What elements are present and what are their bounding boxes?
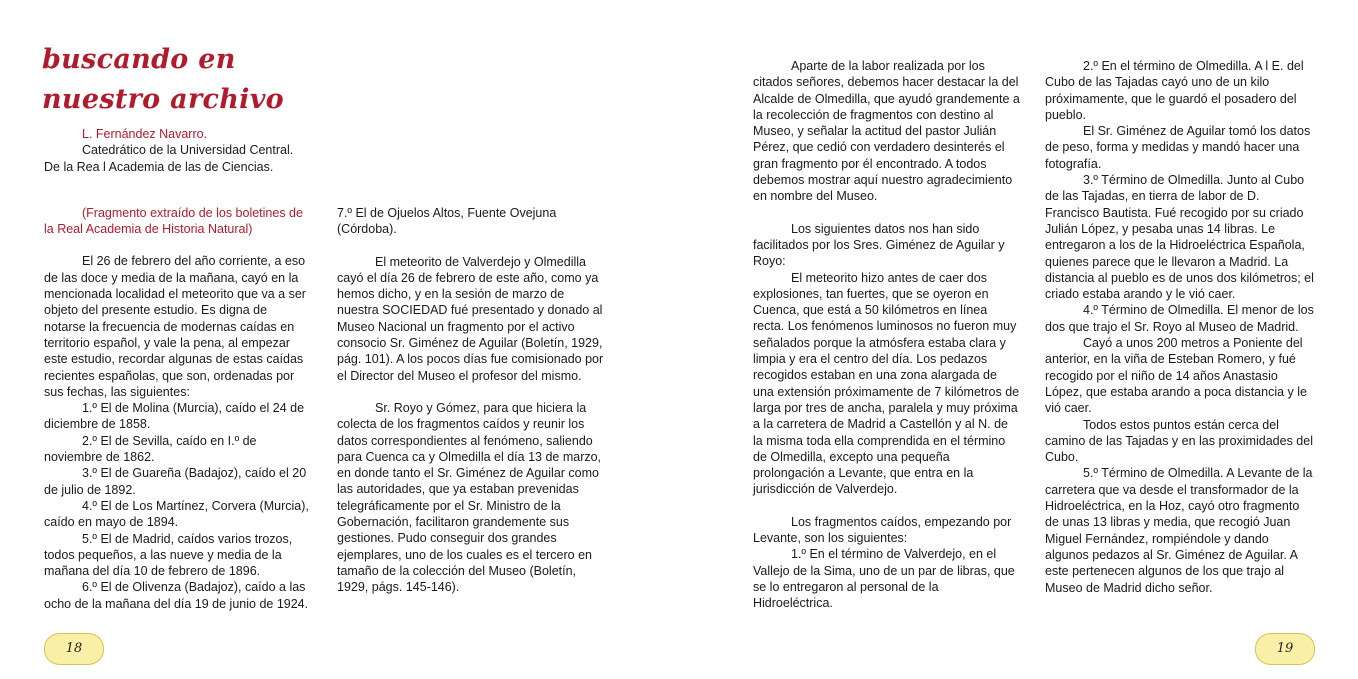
list-item: 2.º En el término de Olmedilla. A l E. del Cubo de las Tajadas cayó uno de un kilo próximamente, que le guardó el posadero del pueblo. [1045,59,1304,122]
paragraph: Aparte de la labor realizada por los citados señores, debemos hacer destacar la del Alcalde de Olmedilla, que ayudó grandemente a la recolección de fragmentos con destino al Museo, y señalar la actitud del pastor Julián Pérez, que cedió con verdadero desinterés el gran fragmento por él encontrado. A todos debemos mostrar aquí nuestro agradecimiento en nombre del Museo. [753,59,1020,204]
page-number-left: 18 [44,633,104,665]
list-item: 4.º El de Los Martínez, Corvera (Murcia), caído en mayo de 1894. [44,498,309,530]
paragraph: El Sr. Giménez de Aguilar tomó los datos de peso, forma y medidas y mandó hacer una fotografía. [1045,124,1311,171]
list-item: 3.º Término de Olmedilla. Junto al Cubo de las Tajadas, en tierra de labor de D. Francisco Bautista. Fué recogido por su criado Julián López, y pesaba unas 14 libras. Le entregaron a los de la Hidroeléctrica Española, quienes parece que le llevaron a Madrid. La distancia al pueblo es de unos dos kilómetros; el criado estaba arando y le vió caer. [1045,173,1314,302]
paragraph: El meteorito de Valverdejo y Olmedilla cayó el día 26 de febrero de este año, como ya hemos dicho, y en la sesión de marzo de nuestra SOCIEDAD fué presentado y donado al Museo Nacional un fragmento por el activo consocio Sr. Giménez de Aguilar (Boletín, 1929, pág. 101). A los pocos días fue comisionado por el Director del Museo el profesor del mismo. [337,254,604,383]
paragraph: Los siguientes datos nos han sido facilitados por los Sres. Giménez de Aguilar y Royo: [753,221,1005,269]
list-item: 3.º El de Guareña (Badajoz), caído el 20 de julio de 1892. [44,466,307,497]
paragraph: Cayó a unos 200 metros a Poniente del anterior, en la viña de Esteban Romero, y fué recogido por el niño de 14 años Anastasio López, que estaba arando a poca distancia y le vió caer. [1045,336,1307,416]
list-item: 5.º El de Madrid, caídos varios trozos, todos pequeños, a las nueve y media de la mañana del día 10 de febrero de 1896. [44,531,293,579]
column-2 [337,205,605,596]
list-item: 1.º En el término de Valverdejo, en el Vallejo de la Sima, uno de un par de libras, que se lo entregaron al personal de la Hidroeléctrica. [753,547,1015,611]
column-3 [753,58,1021,612]
list-item: 6.º El de Olivenza (Badajoz), caído a las ocho de la mañana del día 19 de junio de 1924. [44,580,309,611]
excerpt-note: (Fragmento extraído de los boletines de la Real Academia de Historia Natural) [44,205,303,237]
author-line-1: Catedrático de la Universidad Central. [82,143,294,158]
list-item: 4.º Término de Olmedilla. El menor de los dos que trajo el Sr. Royo al Museo de Madrid. [1045,303,1314,334]
list-item: 7.º El de Ojuelos Altos, Fuente Ovejuna (Córdoba). [337,206,557,237]
list-item: 2.º El de Sevilla, caído en I.º de noviembre de 1862. [44,433,257,465]
paragraph: El 26 de febrero del año corriente, a eso de las doce y media de la mañana, cayó en la mencionada localidad el meteorito que va a ser objeto del presente estudio. Es digna de notarse la frecuencia de modernas caídas en territorio español, y vale la pena, al empezar este estudio, recordar algunas de estas caídas recientes españolas, que son, ordenadas por sus fechas, las siguientes: [44,254,306,399]
column-1 [44,126,312,612]
column-4 [1045,58,1315,596]
paragraph: Todos estos puntos están cerca del camino de las Tajadas y en las proximidades del Cubo. [1045,417,1313,465]
page-number-right: 19 [1255,633,1315,665]
paragraph: Sr. Royo y Gómez, para que hiciera la colecta de los fragmentos caídos y reunir los datos correspondientes al fenómeno, saliendo para Cuenca ca y Olmedilla el día 13 de marzo, en donde tanto el Sr. Giménez de Aguilar como las autoridades, que ya estaban prevenidas telegráficamente por el Sr. Ministro de la Gobernación, facilitaron grandemente sus gestiones. Pudo conseguir dos grandes ejemplares, uno de los cuales es el tercero en tamaño de la colección del Museo (Boletín, 1929, págs. 145-146). [337,400,602,595]
list-item: 5.º Término de Olmedilla. A Levante de la carretera que va desde el transformador de la Hidroeléctrica, en la Hoz, cayó otro fragmento de unas 13 libras y media, que recogió Juan Miguel Fernández, rompiéndole y dando algunos pedazos al Sr. Giménez de Aguilar. A este pertenecen algunos de los que trajo al Museo de Madrid dicho señor. [1045,466,1313,595]
section-title: buscando en nuestro archivo [42,44,284,115]
author-name: L. Fernández Navarro. [82,127,208,141]
list-item: 1.º El de Molina (Murcia), caído el 24 de diciembre de 1858. [44,401,305,432]
paragraph: El meteorito hizo antes de caer dos explosiones, tan fuertes, que se oyeron en Cuenca, que está a 50 kilómetros en línea recta. Los fenómenos luminosos no fueron muy señalados porque la atmósfera estaba clara y limpia y era el centro del día. Los pedazos recogidos estaban en una zona alargada de una extensión próximamente de 7 kilómetros de larga por tres de ancha, paralela y muy próxima a la carretera de Madrid a Castellón y al N. de la misma toda ella comprendida en el término de Olmedilla, excepto una pequeña prolongación a Levante, que entra en la jurisdicción de Valverdejo. [753,270,1020,497]
author-line-2: De la Rea l Academia de las de Ciencias. [44,159,274,174]
paragraph: Los fragmentos caídos, empezando por Levante, son los siguientes: [753,514,1012,546]
